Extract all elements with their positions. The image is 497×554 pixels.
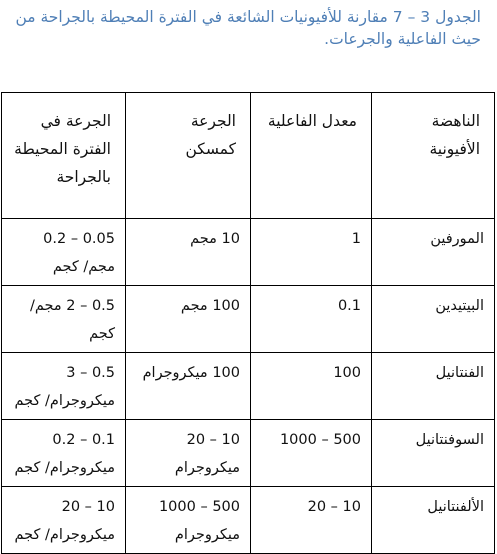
- header-analgesic-dose: الجرعة كمسكن: [126, 93, 251, 219]
- table-row: [2, 286, 495, 353]
- table-row: [2, 487, 495, 554]
- cell-perioperative-dose: 10 – 20 ميكروجرام/ كجم: [2, 487, 126, 554]
- cell-analgesic-dose: 500 – 1000 ميكروجرام: [126, 487, 251, 554]
- cell-drug-name: الفنتانيل: [372, 353, 495, 420]
- cell-potency: 500 – 1000: [251, 420, 372, 487]
- table-row: [2, 219, 495, 286]
- cell-analgesic-dose: 100 مجم: [126, 286, 251, 353]
- cell-analgesic-dose: 10 مجم: [126, 219, 251, 286]
- cell-potency: 100: [251, 353, 372, 420]
- cell-potency: 10 – 20: [251, 487, 372, 554]
- cell-analgesic-dose: 100 ميكروجرام: [126, 353, 251, 420]
- table-row: [2, 420, 495, 487]
- opioid-comparison-table: [1, 92, 495, 554]
- cell-analgesic-dose: 10 – 20 ميكروجرام: [126, 420, 251, 487]
- table-caption: الجدول 3 – 7 مقارنة للأفيونيات الشائعة في الفترة المحيطة بالجراحة من حيث الفاعلية والجرعات.: [15, 8, 481, 48]
- header-potency-ratio: معدل الفاعلية: [251, 93, 372, 219]
- cell-perioperative-dose: 0.5 – 3 ميكروجرام/ كجم: [2, 353, 126, 420]
- cell-drug-name: البيتيدين: [372, 286, 495, 353]
- table-row: [2, 353, 495, 420]
- cell-drug-name: السوفنتانيل: [372, 420, 495, 487]
- header-perioperative-dose: الجرعة في الفترة المحيطة بالجراحة: [2, 93, 126, 219]
- cell-potency: 1: [251, 219, 372, 286]
- table-header-row: [2, 93, 495, 219]
- cell-perioperative-dose: 0.5 – 2 مجم/ كجم: [2, 286, 126, 353]
- cell-potency: 0.1: [251, 286, 372, 353]
- cell-drug-name: الألفنتانيل: [372, 487, 495, 554]
- cell-drug-name: المورفين: [372, 219, 495, 286]
- header-opioid-agonist: الناهضة الأفيونية: [372, 93, 495, 219]
- cell-perioperative-dose: 0.1 – 0.2 ميكروجرام/ كجم: [2, 420, 126, 487]
- cell-perioperative-dose: 0.05 – 0.2 مجم/ كجم: [2, 219, 126, 286]
